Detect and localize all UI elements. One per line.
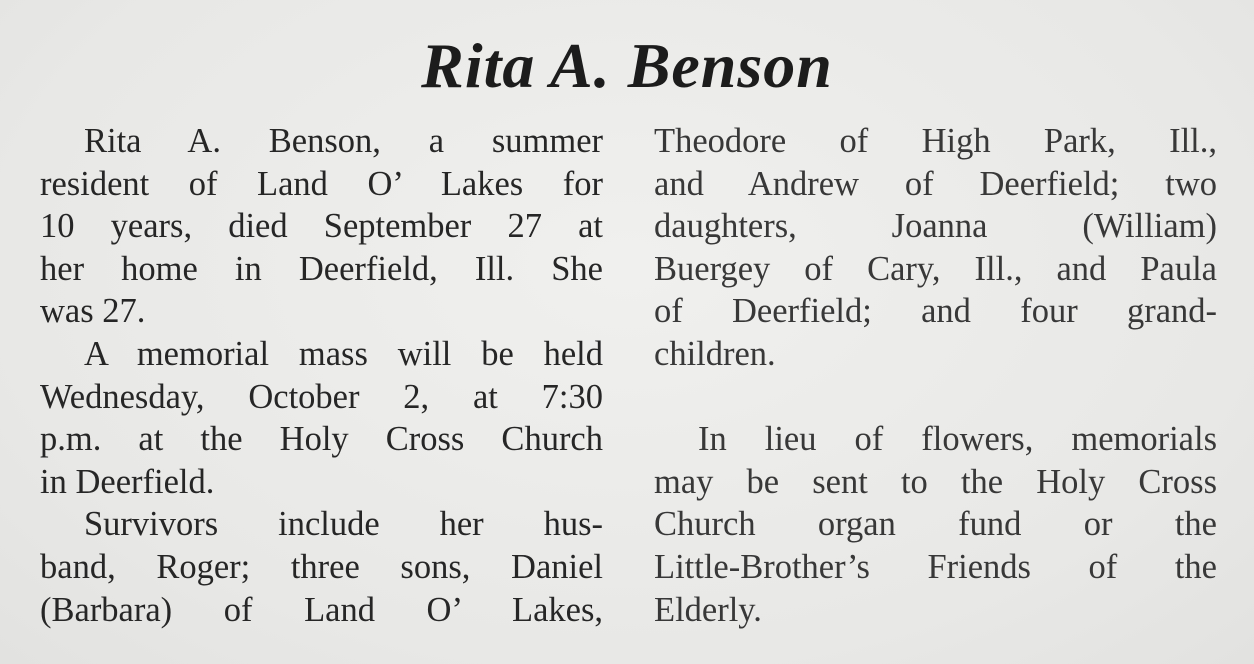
obituary-headline: Rita A. Benson [421,30,833,101]
text-line: resident of Land O’ Lakes for [40,164,603,203]
text-line: in Deerfield. [40,462,215,501]
text-line: her home in Deerfield, Ill. She [40,249,603,288]
text-line: and Andrew of Deerfield; two [654,164,1217,203]
text-line: Rita A. Benson, a summer [84,122,603,160]
right-text-column [654,120,1217,631]
text-line: p.m. at the Holy Cross Church [40,420,603,459]
text-line: In lieu of flowers, memorials [698,420,1217,459]
text-line: may be sent to the Holy Cross [654,462,1217,501]
text-line: children. [654,334,776,373]
text-line: A memorial mass will be held [84,334,603,373]
text-line: Survivors include her hus- [84,505,603,544]
left-text-column [40,120,603,631]
text-line: Little-Brother’s Friends of the [654,547,1217,586]
text-line: Elderly. [654,590,762,629]
text-line: Theodore of High Park, Ill., [654,122,1217,160]
text-line: 10 years, died September 27 at [40,207,603,246]
text-line: was 27. [40,292,146,331]
paragraph-gap [654,376,1217,419]
text-line: (Barbara) of Land O’ Lakes, [40,590,603,629]
text-line: Church organ fund or the [654,505,1217,544]
text-line: Wednesday, October 2, at 7:30 [40,377,603,416]
text-line: of Deerfield; and four grand- [654,292,1217,331]
text-line: Buergey of Cary, Ill., and Paula [654,249,1217,288]
text-line: band, Roger; three sons, Daniel [40,547,603,586]
text-line: daughters, Joanna (William) [654,207,1217,246]
